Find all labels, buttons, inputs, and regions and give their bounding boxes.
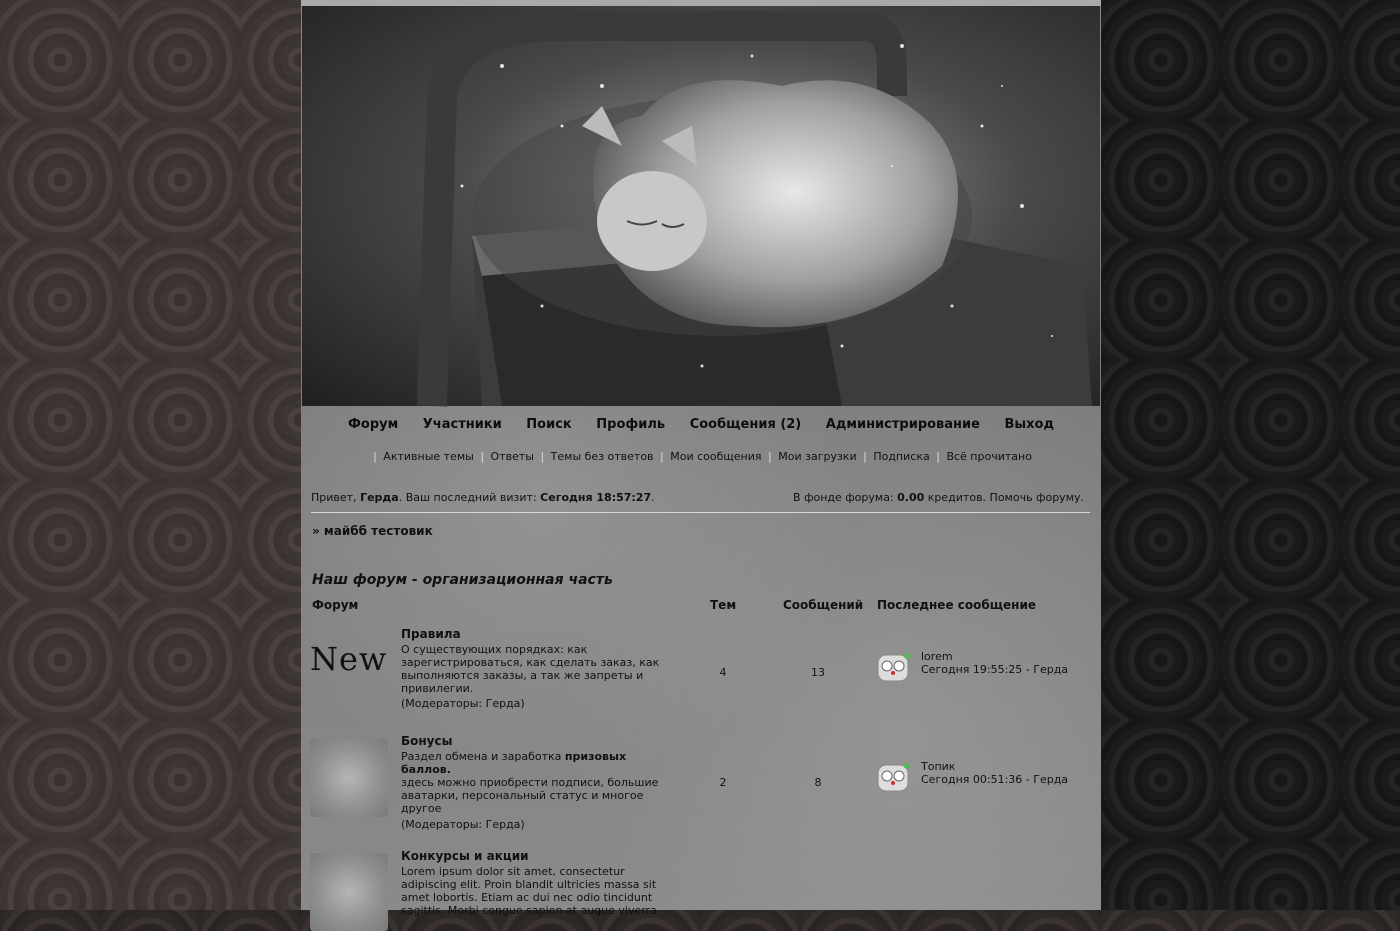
separator: |	[660, 450, 664, 463]
desc-bold: призовых баллов.	[401, 750, 627, 776]
forum-description: О существующих порядках: как зарегистрироваться, как сделать заказ, как выполняются заказы, а так же запреты и привилегии.	[401, 643, 660, 695]
header-banner	[302, 6, 1100, 406]
help-forum-link[interactable]: Помочь форуму.	[989, 491, 1084, 504]
last-post-date: Сегодня 19:55:25 - Герда	[921, 663, 1069, 676]
column-header-posts: Сообщений	[783, 598, 864, 612]
forum-title[interactable]: Бонусы	[401, 734, 453, 748]
fund-prefix: В фонде форума:	[793, 491, 898, 504]
last-post-title[interactable]: lorem	[921, 650, 953, 663]
welcome-middle: . Ваш последний визит:	[398, 491, 541, 504]
secondary-navigation	[301, 450, 1101, 463]
desc-text: Раздел обмена и заработка	[401, 750, 565, 763]
subnav-mark-all-read[interactable]: Всё прочитано	[946, 450, 1032, 463]
cat-thumbnail-icon	[310, 853, 388, 931]
forum-moderators: (Модераторы: Герда)	[401, 697, 525, 710]
fund-amount: 0.00	[897, 491, 925, 504]
last-post-avatar-icon	[877, 762, 911, 794]
breadcrumb[interactable]: » майбб тестовик	[312, 524, 433, 538]
last-post-title[interactable]: Топик	[921, 760, 956, 773]
cat-thumbnail-icon	[310, 739, 388, 817]
posts-count: 8	[814, 776, 822, 789]
subnav-my-uploads[interactable]: Мои загрузки	[778, 450, 857, 463]
nav-search[interactable]: Поиск	[526, 417, 572, 432]
new-icon: New	[310, 640, 388, 678]
page-background-right	[1101, 0, 1400, 910]
subnav-my-posts[interactable]: Мои сообщения	[670, 450, 762, 463]
last-post-date: Сегодня 00:51:36 - Герда	[921, 773, 1069, 786]
subnav-active-topics[interactable]: Активные темы	[383, 450, 474, 463]
forum-moderators: (Модераторы: Герда)	[401, 818, 525, 831]
topics-count: 4	[719, 666, 727, 679]
forum-title[interactable]: Конкурсы и акции	[401, 849, 529, 863]
nav-members[interactable]: Участники	[422, 417, 502, 432]
welcome-suffix: .	[651, 491, 655, 504]
forum-container	[301, 0, 1101, 917]
separator: |	[936, 450, 940, 463]
divider	[311, 512, 1090, 513]
last-post-avatar-icon	[877, 652, 911, 684]
nav-messages[interactable]: Сообщения (2)	[689, 417, 802, 432]
column-header-topics: Тем	[710, 598, 737, 612]
welcome-prefix: Привет,	[311, 491, 361, 504]
column-header-last-post: Последнее сообщение	[877, 598, 1036, 612]
nav-logout[interactable]: Выход	[1004, 417, 1054, 432]
welcome-message	[311, 491, 655, 504]
separator: |	[768, 450, 772, 463]
separator: |	[480, 450, 485, 463]
forum-description: Lorem ipsum dolor sit amet, consectetur adipiscing elit. Proin blandit ultricies massa sit amet lobortis. Etiam ac dui nec odio tincidunt sagittis. Morbi congue sapien at augue viverra	[401, 865, 657, 917]
category-title[interactable]: Наш форум - организационная часть	[312, 572, 613, 588]
topics-count: 2	[719, 776, 727, 789]
last-visit-time: Сегодня 18:57:27	[540, 491, 652, 504]
posts-count: 13	[811, 666, 825, 679]
forum-fund	[793, 491, 1084, 504]
separator: |	[540, 450, 545, 463]
subnav-replies[interactable]: Ответы	[490, 450, 534, 463]
subnav-subscriptions[interactable]: Подписка	[873, 450, 930, 463]
subnav-unanswered[interactable]: Темы без ответов	[550, 450, 654, 463]
nav-admin[interactable]: Администрирование	[825, 417, 980, 432]
forum-description	[401, 750, 671, 776]
nav-profile[interactable]: Профиль	[596, 417, 666, 432]
separator: |	[863, 450, 867, 463]
forum-row	[301, 848, 1101, 917]
fund-suffix: кредитов.	[924, 491, 990, 504]
separator: |	[373, 450, 377, 463]
column-header-forum: Форум	[312, 598, 359, 612]
main-navigation	[301, 417, 1101, 432]
banner-image	[302, 6, 1100, 406]
forum-title[interactable]: Правила	[401, 627, 461, 641]
username[interactable]: Герда	[360, 491, 399, 504]
page-background-left	[0, 0, 301, 910]
forum-description-extra: здесь можно приобрести подписи, большие аватарки, персональный статус и многое другое	[401, 776, 659, 815]
nav-forum[interactable]: Форум	[348, 417, 399, 432]
